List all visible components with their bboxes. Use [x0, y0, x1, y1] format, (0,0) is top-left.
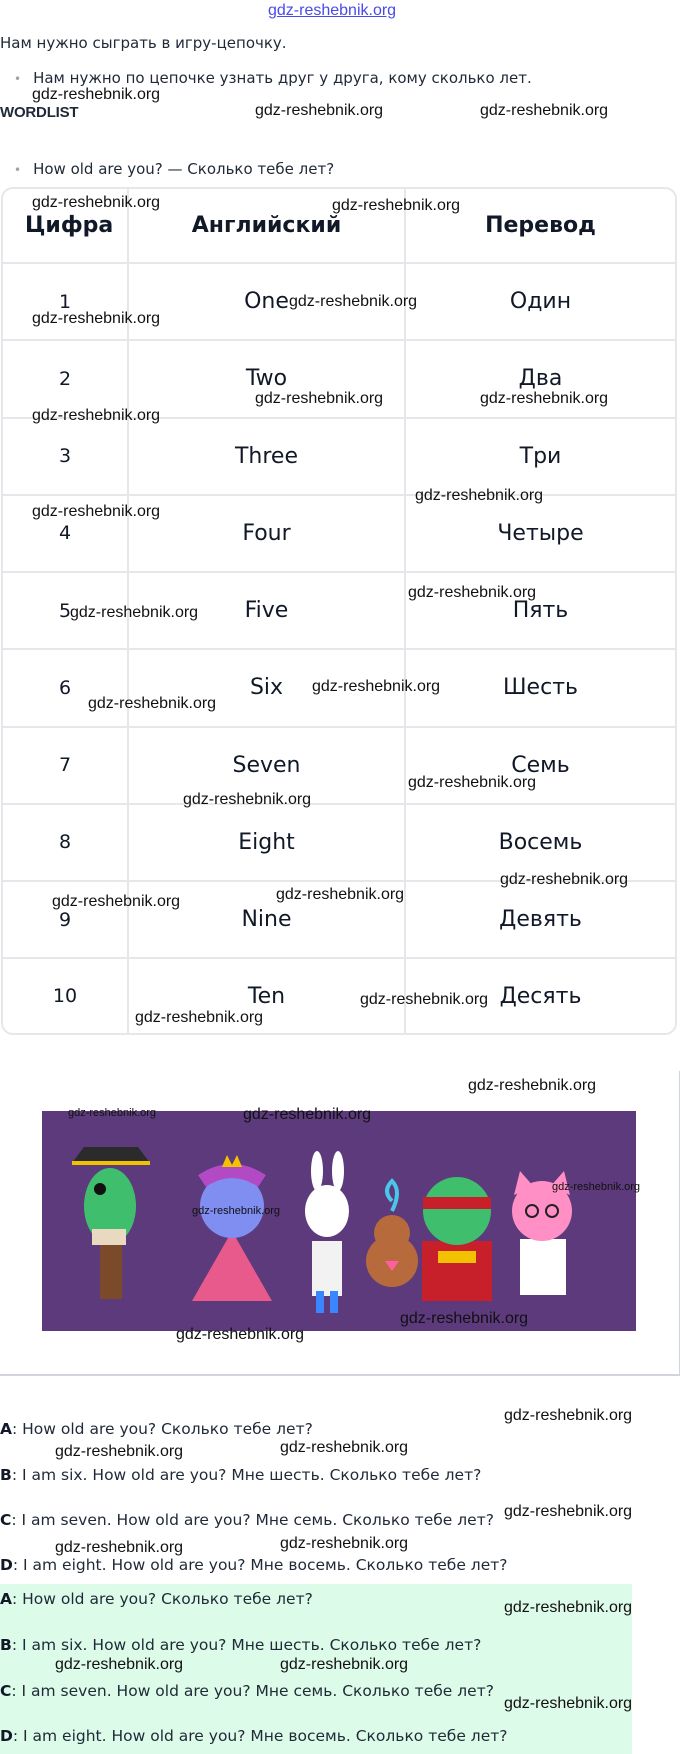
watermark-text: gdz-reshebnik.org — [176, 1326, 305, 1343]
watermark-text: gdz-reshebnik.org — [55, 1656, 184, 1673]
watermark-text: gdz-reshebnik.org — [280, 1535, 409, 1552]
table-row — [3, 727, 675, 804]
row-english: Nine — [128, 881, 405, 958]
row-digit: 10 — [3, 958, 128, 1033]
dialog-text: : I am six. How old are you? Мне шесть. Сколько тебе лет? — [11, 1466, 482, 1484]
speaker-label: D — [0, 1727, 13, 1745]
row-translation: Один — [405, 263, 675, 340]
dialog-text: : I am seven. How old are you? Мне семь. Сколько тебе лет? — [11, 1511, 494, 1529]
watermark-text: gdz-reshebnik.org — [32, 86, 161, 103]
watermark-text: gdz-reshebnik.org — [70, 604, 199, 621]
princess-character — [192, 1155, 272, 1301]
watermark-text: gdz-reshebnik.org — [32, 503, 161, 520]
watermark-text: gdz-reshebnik.org — [280, 1656, 409, 1673]
row-translation: Десять — [405, 958, 675, 1033]
header-translation: Перевод — [405, 189, 675, 263]
watermark-text: gdz-reshebnik.org — [312, 678, 441, 695]
watermark-text: gdz-reshebnik.org — [504, 1599, 633, 1616]
watermark-text: gdz-reshebnik.org — [504, 1503, 633, 1520]
row-english: Four — [128, 495, 405, 572]
row-digit: 8 — [3, 804, 128, 881]
monkey-character — [366, 1181, 418, 1287]
row-translation: Пять — [405, 572, 675, 649]
speaker-label: C — [0, 1682, 12, 1700]
row-translation: Три — [405, 418, 675, 495]
watermark-text: gdz-reshebnik.org — [32, 310, 161, 327]
watermark-text: gdz-reshebnik.org — [504, 1695, 633, 1712]
dialog-line — [0, 1511, 494, 1529]
dialog-line — [0, 1682, 494, 1700]
bullet-how-old: • How old are you? — Сколько тебе лет? — [14, 160, 334, 178]
watermark-text: gdz-reshebnik.org — [32, 194, 161, 211]
row-english: Two — [128, 340, 405, 417]
dialog-line — [0, 1727, 508, 1745]
row-english: Ten — [128, 958, 405, 1033]
speaker-label: D — [0, 1556, 13, 1574]
turtle-hero-character — [422, 1177, 492, 1301]
watermark-text: gdz-reshebnik.org — [289, 293, 418, 310]
row-digit: 4 — [3, 495, 128, 572]
row-english: Eight — [128, 804, 405, 881]
row-english: Six — [128, 649, 405, 726]
dialog-text: : How old are you? Сколько тебе лет? — [12, 1420, 313, 1438]
wordlist-heading: WORDLIST — [0, 104, 79, 121]
table-row — [3, 958, 675, 1033]
dialog-line — [0, 1466, 481, 1484]
row-english: One — [128, 263, 405, 340]
row-digit: 9 — [3, 881, 128, 958]
watermark-text: gdz-reshebnik.org — [243, 1106, 372, 1123]
watermark-text: gdz-reshebnik.org — [255, 102, 384, 119]
watermark-text: gdz-reshebnik.org — [332, 197, 461, 214]
watermark-text: gdz-reshebnik.org — [408, 584, 537, 601]
row-digit: 5 — [3, 572, 128, 649]
watermark-text: gdz-reshebnik.org — [55, 1443, 184, 1460]
watermark-text: gdz-reshebnik.org — [504, 1407, 633, 1424]
header-digit: Цифра — [3, 189, 128, 263]
watermark-text: gdz-reshebnik.org — [468, 1077, 597, 1094]
header-english: Английский — [128, 189, 405, 263]
cartoon-characters-image — [42, 1111, 636, 1331]
row-english: Five — [128, 572, 405, 649]
dialog-text: : I am eight. How old are you? Мне восемь. Сколько тебе лет? — [12, 1727, 508, 1745]
watermark-text: gdz-reshebnik.org — [32, 407, 161, 424]
site-link[interactable]: gdz-reshebnik.org — [268, 2, 397, 19]
watermark-text: gdz-reshebnik.org — [552, 1181, 641, 1193]
watermark-text: gdz-reshebnik.org — [360, 991, 489, 1008]
dialog-line — [0, 1420, 313, 1438]
watermark-text: gdz-reshebnik.org — [276, 886, 405, 903]
watermark-text: gdz-reshebnik.org — [68, 1107, 157, 1119]
row-english: Three — [128, 418, 405, 495]
row-translation: Шесть — [405, 649, 675, 726]
watermark-text: gdz-reshebnik.org — [415, 487, 544, 504]
bunny-character — [305, 1151, 349, 1313]
row-digit: 7 — [3, 727, 128, 804]
row-translation: Два — [405, 340, 675, 417]
watermark-text: gdz-reshebnik.org — [408, 774, 537, 791]
row-translation: Девять — [405, 881, 675, 958]
dialog-text: : I am six. How old are you? Мне шесть. Сколько тебе лет? — [11, 1636, 482, 1654]
watermark-text: gdz-reshebnik.org — [480, 102, 609, 119]
watermark-text: gdz-reshebnik.org — [500, 871, 629, 888]
row-translation: Семь — [405, 727, 675, 804]
row-translation: Восемь — [405, 804, 675, 881]
row-digit: 6 — [3, 649, 128, 726]
watermark-text: gdz-reshebnik.org — [135, 1009, 264, 1026]
dialog-line — [0, 1590, 313, 1608]
watermark-text: gdz-reshebnik.org — [88, 695, 217, 712]
dialog-line — [0, 1636, 481, 1654]
watermark-text: gdz-reshebnik.org — [183, 791, 312, 808]
row-english: Seven — [128, 727, 405, 804]
table-row — [3, 804, 675, 881]
speaker-label: A — [0, 1420, 12, 1438]
speaker-label: B — [0, 1636, 12, 1654]
watermark-text: gdz-reshebnik.org — [480, 390, 609, 407]
row-translation: Четыре — [405, 495, 675, 572]
watermark-text: gdz-reshebnik.org — [52, 893, 181, 910]
watermark-text: gdz-reshebnik.org — [280, 1439, 409, 1456]
bullet-chain-game: • Нам нужно по цепочке узнать друг у друга, кому сколько лет. — [14, 69, 532, 87]
watermark-text: gdz-reshebnik.org — [55, 1539, 184, 1556]
row-digit: 2 — [3, 340, 128, 417]
intro-text: Нам нужно сыграть в игру-цепочку. — [0, 34, 287, 52]
dialog-text: : I am eight. How old are you? Мне восемь. Сколько тебе лет? — [12, 1556, 508, 1574]
pirate-character — [72, 1147, 150, 1299]
watermark-text: gdz-reshebnik.org — [192, 1205, 281, 1217]
row-digit: 1 — [3, 263, 128, 340]
speaker-label: B — [0, 1466, 12, 1484]
row-digit: 3 — [3, 418, 128, 495]
watermark-text: gdz-reshebnik.org — [400, 1310, 529, 1327]
table-row — [3, 418, 675, 495]
dialog-text: : I am seven. How old are you? Мне семь. Сколько тебе лет? — [11, 1682, 494, 1700]
watermark-text: gdz-reshebnik.org — [255, 390, 384, 407]
speaker-label: C — [0, 1511, 12, 1529]
dialog-line — [0, 1556, 508, 1574]
dialog-text: : How old are you? Сколько тебе лет? — [12, 1590, 313, 1608]
speaker-label: A — [0, 1590, 12, 1608]
